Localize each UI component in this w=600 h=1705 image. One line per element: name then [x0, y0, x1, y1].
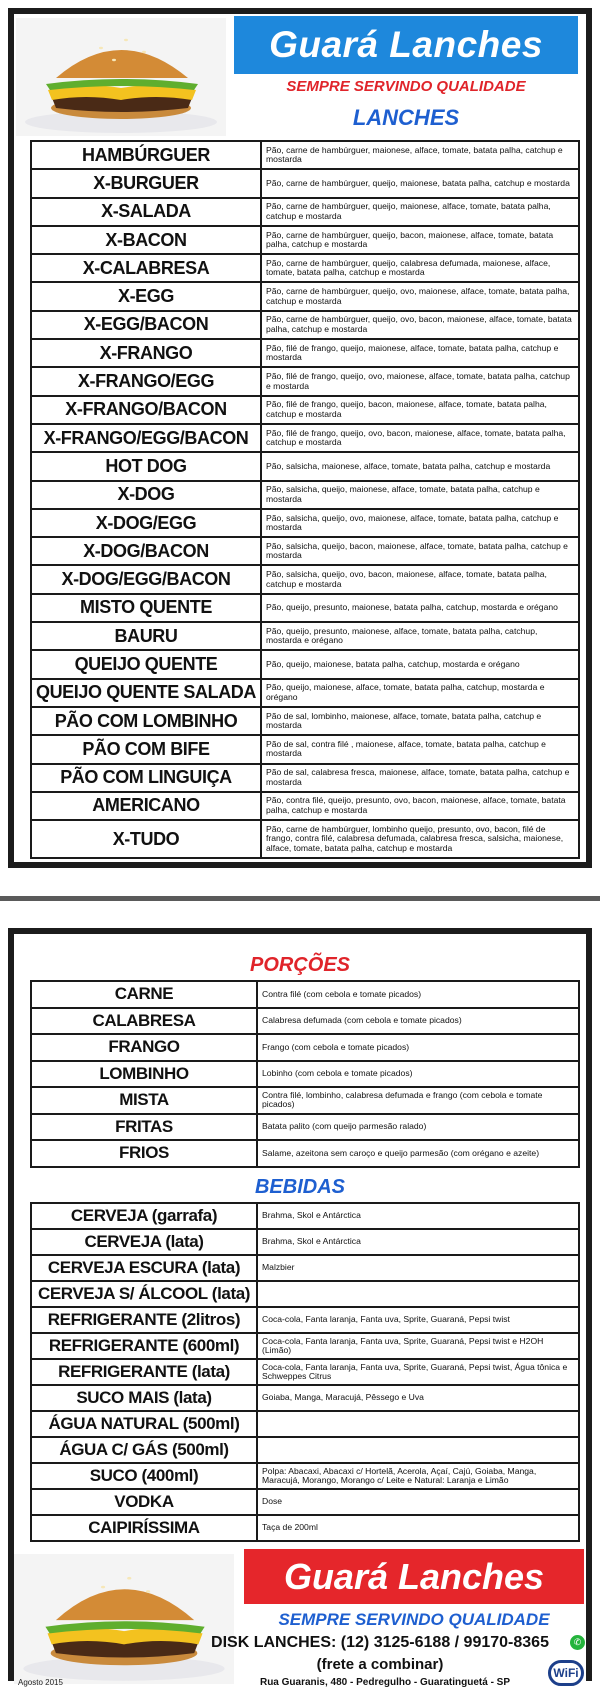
bebidas-item-name: SUCO (400ml)	[31, 1463, 257, 1489]
porcoes-row	[31, 1087, 579, 1114]
bebidas-row	[31, 1229, 579, 1255]
lanches-row	[31, 707, 579, 735]
lanches-row	[31, 679, 579, 707]
lanches-row	[31, 226, 579, 254]
wifi-icon: WiFi	[548, 1660, 584, 1686]
lanches-item-desc: Pão, filé de frango, queijo, maionese, alface, tomate, batata palha, catchup e mostarda	[261, 339, 579, 367]
lanches-title: LANCHES	[352, 105, 460, 130]
bebidas-item-name: SUCO MAIS (lata)	[31, 1385, 257, 1411]
porcoes-item-name: FRANGO	[31, 1034, 257, 1061]
slogan-footer: SEMPRE SERVINDO QUALIDADE	[278, 1610, 550, 1629]
brand-title: Guará Lanches	[234, 16, 578, 74]
porcoes-item-desc: Calabresa defumada (com cebola e tomate picados)	[257, 1008, 579, 1035]
lanches-row	[31, 481, 579, 509]
porcoes-row	[31, 1008, 579, 1035]
lanches-item-desc: Pão de sal, calabresa fresca, maionese, alface, tomate, batata palha, catchup e mostarda	[261, 764, 579, 792]
bebidas-row	[31, 1203, 579, 1229]
bebidas-item-desc: Coca-cola, Fanta laranja, Fanta uva, Sprite, Guaraná, Pepsi twist	[257, 1307, 579, 1333]
slogan: SEMPRE SERVINDO QUALIDADE	[286, 78, 526, 95]
lanches-item-desc: Pão de sal, lombinho, maionese, alface, tomate, batata palha, catchup e mostarda	[261, 707, 579, 735]
lanches-item-name: PÃO COM BIFE	[31, 735, 261, 763]
lanches-item-desc: Pão, carne de hambúrguer, queijo, ovo, bacon, maionese, alface, tomate, batata palha, catchup e mostarda	[261, 311, 579, 339]
lanches-item-name: PÃO COM LOMBINHO	[31, 707, 261, 735]
bebidas-item-desc: Malzbier	[257, 1255, 579, 1281]
porcoes-item-name: CARNE	[31, 981, 257, 1008]
lanches-row	[31, 735, 579, 763]
porcoes-item-desc: Lobinho (com cebola e tomate picados)	[257, 1061, 579, 1088]
burger-icon	[16, 18, 226, 136]
lanches-item-name: X-FRANGO/EGG/BACON	[31, 424, 261, 452]
lanches-item-name: X-TUDO	[31, 820, 261, 858]
lanches-item-name: X-BURGUER	[31, 169, 261, 197]
lanches-item-name: HOT DOG	[31, 452, 261, 480]
bebidas-item-name: REFRIGERANTE (2litros)	[31, 1307, 257, 1333]
frete-note: (frete a combinar)	[316, 1656, 444, 1673]
bebidas-row	[31, 1437, 579, 1463]
lanches-item-desc: Pão, salsicha, maionese, alface, tomate, batata palha, catchup e mostarda	[261, 452, 579, 480]
lanches-row	[31, 367, 579, 395]
porcoes-row	[31, 1140, 579, 1167]
lanches-item-name: X-EGG	[31, 282, 261, 310]
porcoes-item-name: FRITAS	[31, 1114, 257, 1141]
lanches-item-name: X-DOG/BACON	[31, 537, 261, 565]
bebidas-row	[31, 1255, 579, 1281]
lanches-item-name: PÃO COM LINGUIÇA	[31, 764, 261, 792]
lanches-item-desc: Pão de sal, contra filé , maionese, alface, tomate, batata palha, catchup e mostarda	[261, 735, 579, 763]
lanches-item-name: X-CALABRESA	[31, 254, 261, 282]
bebidas-item-name: VODKA	[31, 1489, 257, 1515]
bebidas-item-desc: Brahma, Skol e Antárctica	[257, 1229, 579, 1255]
bebidas-item-desc: Polpa: Abacaxi, Abacaxi c/ Hortelã, Acerola, Açaí, Cajú, Goiaba, Manga, Maracujá, Morango, Morango c/ Leite e Natural: Laranja e Limão	[257, 1463, 579, 1489]
bebidas-row	[31, 1489, 579, 1515]
porcoes-item-name: FRIOS	[31, 1140, 257, 1167]
lanches-item-desc: Pão, queijo, maionese, alface, tomate, batata palha, catchup, mostarda e orégano	[261, 679, 579, 707]
lanches-item-name: MISTO QUENTE	[31, 594, 261, 622]
lanches-row	[31, 198, 579, 226]
bebidas-item-desc: Goiaba, Manga, Maracujá, Pêssego e Uva	[257, 1385, 579, 1411]
lanches-item-desc: Pão, contra filé, queijo, presunto, ovo, bacon, maionese, alface, tomate, batata palha, catchup e mostarda	[261, 792, 579, 820]
lanches-row	[31, 820, 579, 858]
lanches-row	[31, 169, 579, 197]
lanches-item-desc: Pão, queijo, maionese, batata palha, catchup, mostarda e orégano	[261, 650, 579, 678]
porcoes-row	[31, 1034, 579, 1061]
lanches-row	[31, 565, 579, 593]
bebidas-row	[31, 1385, 579, 1411]
whatsapp-icon: ✆	[570, 1635, 585, 1650]
bebidas-item-desc: Coca-cola, Fanta laranja, Fanta uva, Sprite, Guaraná, Pepsi twist, Água tônica e Schweppes Citrus	[257, 1359, 579, 1385]
lanches-row	[31, 509, 579, 537]
address: Rua Guaranis, 480 - Pedregulho - Guaratinguetá - SP	[259, 1677, 511, 1688]
bebidas-item-desc	[257, 1437, 579, 1463]
lanches-row	[31, 311, 579, 339]
porcoes-table	[30, 980, 580, 1168]
bebidas-item-desc: Coca-cola, Fanta laranja, Fanta uva, Sprite, Guaraná, Pepsi twist e H2OH (Limão)	[257, 1333, 579, 1359]
bebidas-item-desc	[257, 1411, 579, 1437]
lanches-item-desc: Pão, carne de hambúrguer, queijo, ovo, maionese, alface, tomate, batata palha, catchup e mostarda	[261, 282, 579, 310]
lanches-row	[31, 764, 579, 792]
porcoes-bebidas-panel	[8, 928, 592, 1688]
lanches-item-desc: Pão, salsicha, queijo, maionese, alface, tomate, batata palha, catchup e mostarda	[261, 481, 579, 509]
bebidas-row	[31, 1411, 579, 1437]
bebidas-item-name: CERVEJA S/ ÁLCOOL (lata)	[31, 1281, 257, 1307]
lanches-item-name: HAMBÚRGUER	[31, 141, 261, 169]
lanches-item-name: X-DOG/EGG/BACON	[31, 565, 261, 593]
porcoes-item-name: MISTA	[31, 1087, 257, 1114]
bebidas-item-name: CERVEJA ESCURA (lata)	[31, 1255, 257, 1281]
bebidas-item-name: ÁGUA NATURAL (500ml)	[31, 1411, 257, 1437]
lanches-item-name: X-FRANGO	[31, 339, 261, 367]
porcoes-item-name: LOMBINHO	[31, 1061, 257, 1088]
lanches-item-name: X-EGG/BACON	[31, 311, 261, 339]
bebidas-row	[31, 1515, 579, 1541]
lanches-row	[31, 594, 579, 622]
lanches-row	[31, 424, 579, 452]
brand-title-footer: Guará Lanches	[244, 1549, 584, 1604]
lanches-row	[31, 339, 579, 367]
menu-header	[14, 14, 586, 139]
lanches-item-desc: Pão, salsicha, queijo, bacon, maionese, alface, tomate, batata palha, catchup e mostarda	[261, 537, 579, 565]
bebidas-row	[31, 1307, 579, 1333]
bebidas-item-name: CERVEJA (garrafa)	[31, 1203, 257, 1229]
separator	[0, 896, 600, 901]
lanches-item-name: X-DOG/EGG	[31, 509, 261, 537]
lanches-row	[31, 792, 579, 820]
porcoes-item-name: CALABRESA	[31, 1008, 257, 1035]
phone-line: DISK LANCHES: (12) 3125-6188 / 99170-8365	[211, 1634, 549, 1651]
lanches-item-name: QUEIJO QUENTE SALADA	[31, 679, 261, 707]
footer	[14, 1546, 586, 1687]
porcoes-row	[31, 981, 579, 1008]
lanches-panel	[8, 8, 592, 868]
lanches-row	[31, 622, 579, 650]
lanches-item-name: BAURU	[31, 622, 261, 650]
lanches-item-desc: Pão, carne de hambúrguer, lombinho queijo, presunto, ovo, bacon, filé de frango, contra filé, calabresa defumada, calabresa fresca, salsicha, maionese, alface, tomate, batata palha, catchup e mostarda	[261, 820, 579, 858]
bebidas-item-name: REFRIGERANTE (600ml)	[31, 1333, 257, 1359]
lanches-row	[31, 254, 579, 282]
lanches-item-desc: Pão, carne de hambúrguer, queijo, bacon, maionese, alface, tomate, batata palha, catchup e mostarda	[261, 226, 579, 254]
lanches-row	[31, 650, 579, 678]
bebidas-item-desc: Dose	[257, 1489, 579, 1515]
lanches-item-desc: Pão, filé de frango, queijo, ovo, maionese, alface, tomate, batata palha, catchup e mostarda	[261, 367, 579, 395]
bebidas-item-name: CAIPIRÍSSIMA	[31, 1515, 257, 1541]
lanches-item-desc: Pão, salsicha, queijo, ovo, maionese, alface, tomate, batata palha, catchup e mostarda	[261, 509, 579, 537]
lanches-row	[31, 452, 579, 480]
lanches-table	[30, 140, 580, 859]
bebidas-row	[31, 1359, 579, 1385]
bebidas-row	[31, 1463, 579, 1489]
porcoes-item-desc: Frango (com cebola e tomate picados)	[257, 1034, 579, 1061]
lanches-row	[31, 282, 579, 310]
bebidas-row	[31, 1333, 579, 1359]
lanches-item-desc: Pão, carne de hambúrguer, maionese, alface, tomate, batata palha, catchup e mostarda	[261, 141, 579, 169]
lanches-item-desc: Pão, carne de hambúrguer, queijo, maionese, batata palha, catchup e mostarda	[261, 169, 579, 197]
lanches-item-desc: Pão, queijo, presunto, maionese, alface, tomate, batata palha, catchup, mostarda e orégano	[261, 622, 579, 650]
lanches-item-desc: Pão, carne de hambúrguer, queijo, maionese, alface, tomate, batata palha, catchup e mostarda	[261, 198, 579, 226]
lanches-item-name: X-FRANGO/EGG	[31, 367, 261, 395]
bebidas-table	[30, 1202, 580, 1542]
bebidas-row	[31, 1281, 579, 1307]
porcoes-item-desc: Salame, azeitona sem caroço e queijo parmesão (com orégano e azeite)	[257, 1140, 579, 1167]
porcoes-item-desc: Contra filé (com cebola e tomate picados)	[257, 981, 579, 1008]
lanches-row	[31, 141, 579, 169]
lanches-item-name: AMERICANO	[31, 792, 261, 820]
lanches-row	[31, 396, 579, 424]
lanches-item-desc: Pão, queijo, presunto, maionese, batata palha, catchup, mostarda e orégano	[261, 594, 579, 622]
bebidas-item-desc	[257, 1281, 579, 1307]
bebidas-item-name: ÁGUA C/ GÁS (500ml)	[31, 1437, 257, 1463]
porcoes-title: PORÇÕES	[249, 954, 351, 976]
lanches-item-name: X-FRANGO/BACON	[31, 396, 261, 424]
bebidas-item-name: CERVEJA (lata)	[31, 1229, 257, 1255]
porcoes-item-desc: Batata palito (com queijo parmesão ralado)	[257, 1114, 579, 1141]
bebidas-item-desc: Taça de 200ml	[257, 1515, 579, 1541]
lanches-row	[31, 537, 579, 565]
lanches-item-desc: Pão, filé de frango, queijo, bacon, maionese, alface, tomate, batata palha, catchup e mostarda	[261, 396, 579, 424]
porcoes-row	[31, 1114, 579, 1141]
porcoes-row	[31, 1061, 579, 1088]
lanches-item-desc: Pão, filé de frango, queijo, ovo, bacon, maionese, alface, tomate, batata palha, catchup e mostarda	[261, 424, 579, 452]
lanches-item-desc: Pão, salsicha, queijo, ovo, bacon, maionese, alface, tomate, batata palha, catchup e mostarda	[261, 565, 579, 593]
lanches-item-name: X-DOG	[31, 481, 261, 509]
lanches-item-name: QUEIJO QUENTE	[31, 650, 261, 678]
bebidas-item-name: REFRIGERANTE (lata)	[31, 1359, 257, 1385]
date-label: Agosto 2015	[18, 1678, 63, 1687]
burger-photo	[16, 18, 226, 136]
lanches-item-name: X-SALADA	[31, 198, 261, 226]
porcoes-item-desc: Contra filé, lombinho, calabresa defumada e frango (com cebola e tomate picados)	[257, 1087, 579, 1114]
lanches-item-desc: Pão, carne de hambúrguer, queijo, calabresa defumada, maionese, alface, tomate, batata palha, catchup e mostarda	[261, 254, 579, 282]
bebidas-item-desc: Brahma, Skol e Antárctica	[257, 1203, 579, 1229]
bebidas-title: BEBIDAS	[254, 1176, 345, 1198]
lanches-item-name: X-BACON	[31, 226, 261, 254]
